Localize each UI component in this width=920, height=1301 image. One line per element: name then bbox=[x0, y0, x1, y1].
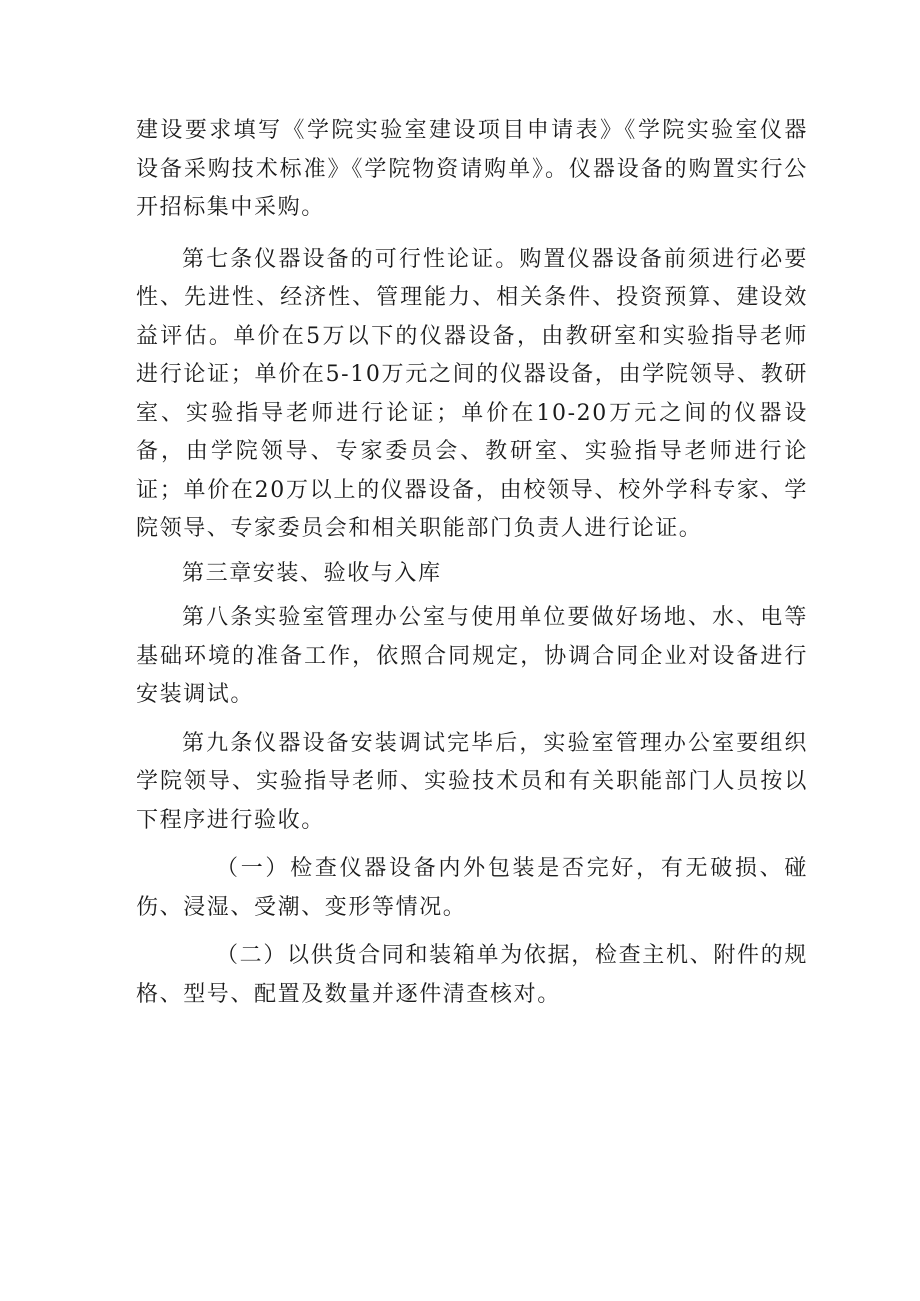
paragraph-continuation: 建设要求填写《学院实验室建设项目申请表》《学院实验室仪器设备采购技术标准》《学院物资请购单》。仪器设备的购置实行公开招标集中采购。 bbox=[136, 118, 808, 220]
list-item-1: （一）检查仪器设备内外包装是否完好，有无破损、碰伤、浸湿、受潮、变形等情况。 bbox=[136, 856, 808, 920]
chapter-heading: 第三章安装、验收与入库 bbox=[182, 560, 442, 586]
document-body bbox=[136, 112, 808, 1014]
paragraph-article-8: 第八条实验室管理办公室与使用单位要做好场地、水、电等基础环境的准备工作，依照合同规定，协调合同企业对设备进行安装调试。 bbox=[136, 605, 808, 707]
paragraph-article-9: 第九条仪器设备安装调试完毕后，实验室管理办公室要组织学院领导、实验指导老师、实验技术员和有关职能部门人员按以下程序进行验收。 bbox=[136, 730, 808, 833]
list-item-2: （二）以供货合同和装箱单为依据，检查主机、附件的规格、型号、配置及数量并逐件清查核对。 bbox=[136, 943, 808, 1007]
paragraph-article-7: 第七条仪器设备的可行性论证。购置仪器设备前须进行必要性、先进性、经济性、管理能力、相关条件、投资预算、建设效益评估。单价在5万以下的仪器设备，由教研室和实验指导老师进行论证；单价在5-10万元之间的仪器设备，由学院领导、教研室、实验指导老师进行论证；单价在10-20万元之间的仪器设备，由学院领导、专家委员会、教研室、实验指导老师进行论证；单价在20万以上的仪器设备，由校领导、校外学科专家、学院领导、专家委员会和相关职能部门负责人进行论证。 bbox=[136, 246, 808, 541]
